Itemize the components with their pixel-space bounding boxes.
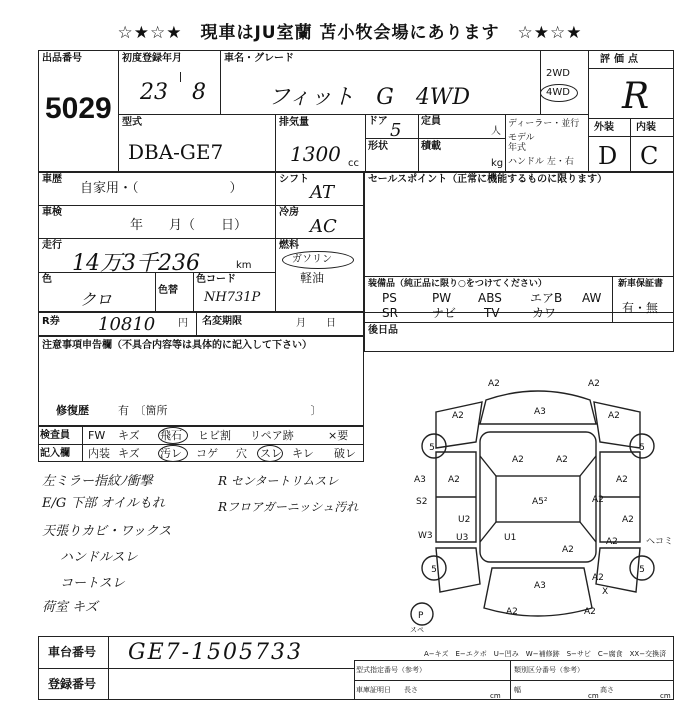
mark-20: A2 (592, 573, 604, 583)
doors-value: 5 (390, 120, 402, 141)
height-label: 高さ (600, 686, 614, 694)
length-label: 長さ (404, 686, 418, 694)
sales-point-label: セールスポイント（正常に機能するものに限ります） (368, 174, 608, 185)
equip-leather: カワ (532, 306, 557, 320)
exterior-label: 外装 (594, 122, 614, 133)
recycle-value: 10810 (98, 314, 156, 335)
mileage-unit: km (236, 260, 252, 271)
insp-fw: FW (88, 429, 106, 442)
interior-label: 内装 (636, 122, 656, 133)
color-label: 色 (42, 274, 52, 285)
mark-27: スペ (410, 626, 424, 634)
width-label: 幅 (514, 686, 521, 694)
recycle-label: R券 (42, 316, 60, 327)
mark-9: U2 (458, 515, 471, 525)
displacement-value: 1300 (290, 142, 341, 166)
damage-legend: A−キズ E−エクボ U−凹み W−補修跡 S−サビ C−腐食 XX−交換済 (424, 650, 667, 658)
mark-23: A3 (534, 581, 546, 591)
note-6: 荷室 キズ (42, 600, 98, 615)
history-value: 自家用・（ ） (80, 181, 243, 196)
insp-need: ×要 (328, 429, 349, 442)
equip-pw: PW (432, 291, 452, 305)
tire-fr-value: 5 (639, 443, 645, 453)
car-name-value: フィット G 4WD (268, 85, 471, 110)
insp-chip-circle (158, 427, 188, 444)
notes-label: 注意事項申告欄（不具合内容等は具体的に記入して下さい） (42, 340, 312, 351)
ac-label: 冷房 (279, 207, 299, 218)
load-unit: kg (491, 158, 504, 169)
recycle-unit: 円 (178, 318, 188, 329)
chassis-label: 車台番号 (48, 645, 97, 659)
tire-fl-value: 5 (429, 443, 435, 453)
mark-26: P (418, 611, 424, 621)
car-diagram (396, 372, 680, 634)
shift-value: AT (310, 182, 335, 203)
insp-cut: キレ (292, 447, 314, 460)
equip-sr: SR (382, 306, 398, 320)
insp-scratch1: キズ (118, 429, 140, 442)
rear-left-panel (436, 548, 480, 592)
dealer-label: ディーラー・並行 (508, 119, 580, 129)
name-change-label: 名変期限 (202, 316, 242, 327)
mark-13: A2 (556, 455, 568, 465)
repair-history-label: 修復歴 (56, 404, 89, 417)
reg-label: 登録番号 (48, 677, 97, 691)
mark-4: A2 (608, 411, 620, 421)
fuel-diesel: 軽油 (300, 271, 325, 285)
year-label: 年式 (508, 143, 527, 153)
displacement-label: 排気量 (279, 117, 309, 128)
insp-dirt: 汚レ (160, 447, 182, 460)
length-unit: cm (490, 692, 501, 700)
insp-chip: 飛石 (160, 429, 182, 442)
front-right-panel (594, 402, 640, 448)
sales-point-frame (364, 172, 674, 352)
capacity-label: 定員 (421, 116, 441, 127)
insp-crack: ヒビ割 (198, 429, 231, 442)
model-label: 型式 (122, 117, 142, 128)
mileage-label: 走行 (42, 240, 62, 251)
chassis-value: GE7-1505733 (128, 640, 304, 665)
interior-value: C (640, 142, 659, 170)
displacement-unit: cc (348, 158, 359, 169)
note-1: 左ミラー指紋ﾉ衝撃 (42, 474, 153, 489)
color-value: クロ (80, 290, 113, 309)
inspection-value: 年 月（ 日） (130, 218, 248, 233)
equip-abs: ABS (478, 291, 502, 305)
color-change-label: 色替 (158, 285, 178, 296)
mark-11: A2 (622, 515, 634, 525)
registration-month: 8 (192, 80, 206, 105)
note-right-1: R センタートリムスレ (218, 474, 339, 488)
designation-label: 型式指定番号（参考） (356, 666, 426, 674)
insp-scuff: スレ (260, 447, 282, 460)
mileage-value: 14万3千236 (72, 251, 200, 276)
equip-tv: TV (484, 306, 500, 320)
color-code-label: 色コード (196, 274, 236, 285)
load-label: 積載 (421, 141, 441, 152)
insp-scratch2: キズ (118, 447, 140, 460)
mark-16: U3 (456, 533, 469, 543)
lot-label: 出品番号 (42, 53, 82, 64)
insp-hole: 穴 (236, 447, 247, 460)
exterior-value: D (598, 142, 618, 170)
equip-ps: PS (382, 291, 397, 305)
note-5: コートスレ (60, 576, 125, 591)
inspection-label: 車検 (42, 207, 62, 218)
tire-rl-value: 5 (431, 565, 437, 575)
color-code-value: NH731P (204, 290, 261, 305)
width-unit: cm (588, 692, 599, 700)
mark-0: A2 (488, 379, 500, 389)
insp-dirt-circle (158, 445, 188, 462)
registration-year: 23 (140, 80, 168, 105)
mark-2: A2 (452, 411, 464, 421)
mark-5: A5² (532, 497, 548, 507)
ac-value: AC (310, 216, 337, 237)
tire-rr-value: 5 (639, 565, 645, 575)
mark-15: W3 (418, 531, 433, 541)
mark-1: A2 (588, 379, 600, 389)
repair-history-value: 有 〔箇所 〕 (118, 404, 322, 417)
rating-label: 評価点 (600, 54, 642, 65)
rear-seat-label: 後日品 (368, 325, 398, 336)
rating-score: R (622, 76, 650, 117)
mark-10: S2 (416, 497, 428, 507)
insp-burn: コゲ (196, 447, 218, 460)
equip-airbag: エアB (530, 291, 563, 305)
rear-right-panel (596, 548, 640, 592)
equip-aw: AW (582, 291, 602, 305)
fuel-gasoline: ガソリン (292, 254, 332, 265)
insp-tear: 破レ (334, 447, 356, 460)
insp-repair: リペア跡 (250, 429, 294, 442)
mark-22: X (602, 587, 609, 597)
capacity-unit: 人 (491, 126, 501, 137)
mark-7: A2 (448, 475, 460, 485)
front-left-panel (436, 402, 482, 448)
note-3: 天張りカビ・ワックス (42, 524, 172, 539)
model-value: DBA-GE7 (128, 140, 224, 164)
mark-6: A3 (414, 475, 426, 485)
inspector-label-2: 記入欄 (40, 448, 70, 459)
mark-21: ヘコミ (646, 537, 674, 547)
mark-19: A2 (606, 537, 618, 547)
warranty-value: 有・無 (622, 301, 659, 315)
mark-12: A2 (512, 455, 524, 465)
note-2: E/G 下部 オイルもれ (42, 496, 165, 511)
name-change-value: 月 日 (296, 318, 336, 329)
inspector-label-1: 検査員 (40, 430, 70, 441)
rear-hatch (484, 568, 592, 616)
shape-label: 形状 (368, 141, 388, 152)
mark-14: A2 (592, 495, 604, 505)
equip-navi: ナビ (432, 306, 457, 320)
mark-3: A3 (534, 407, 546, 417)
height-unit: cm (660, 692, 671, 700)
page-title: ☆★☆★ 現車はJU室蘭 苫小牧会場にあります ☆★☆★ (117, 23, 583, 43)
model-year-label: モデル (508, 133, 535, 143)
shift-label: シフト (279, 174, 309, 185)
mark-17: U1 (504, 533, 517, 543)
doors-label: ドア (368, 116, 388, 127)
mark-18: A2 (562, 545, 574, 555)
insp-interior: 内装 (88, 447, 110, 460)
reg-date-label: 車庫証明日 (356, 686, 391, 694)
class-label: 類別区分番号（参考） (514, 666, 584, 674)
note-4: ハンドルスレ (60, 550, 138, 565)
drive-2wd: 2WD (546, 68, 570, 79)
registration-label: 初度登録年月 (122, 53, 182, 64)
mark-8: A2 (616, 475, 628, 485)
warranty-label: 新車保証書 (618, 279, 664, 289)
drive-4wd: 4WD (546, 87, 570, 98)
equipment-label: 装備品（純正品に限り○をつけてください） (368, 279, 547, 289)
mark-24: A2 (506, 607, 518, 617)
note-right-2: Rフロアガーニッシュ汚れ (218, 500, 359, 514)
mark-25: A2 (584, 607, 596, 617)
handle-label: ハンドル 左・右 (508, 157, 574, 167)
insp-scuff-circle (257, 445, 283, 462)
fuel-label: 燃料 (279, 240, 299, 251)
history-label: 車歴 (42, 174, 62, 185)
car-name-label: 車名・グレード (224, 53, 294, 64)
lot-number: 5029 (45, 92, 112, 125)
